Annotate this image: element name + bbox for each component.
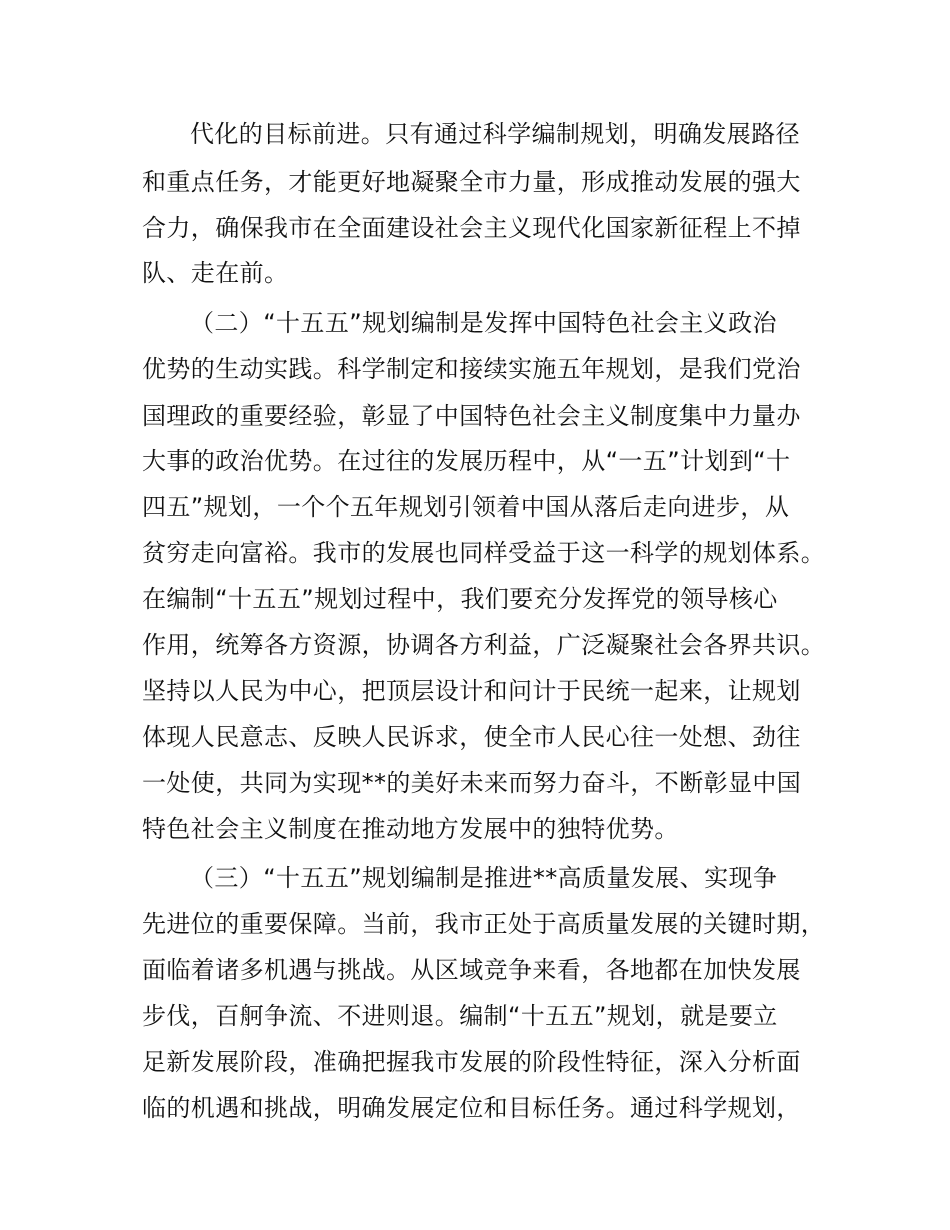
text-line: 先进位的重要保障。当前，我市正处于高质量发展的关键时期，: [142, 910, 826, 938]
text-line: 临的机遇和挑战，明确发展定位和目标任务。通过科学规划，: [142, 1094, 801, 1122]
text-line: 作用，统筹各方资源，协调各方利益，广泛凝聚社会各界共识。: [142, 631, 826, 659]
text-line: 和重点任务，才能更好地凝聚全市力量，形成推动发展的强大: [142, 168, 801, 196]
text-line: 步伐，百舸争流、不进则退。编制“十五五”规划，就是要立: [142, 1002, 778, 1030]
text-line: 面临着诸多机遇与挑战。从区域竞争来看，各地都在加快发展: [142, 956, 801, 984]
text-line: 国理政的重要经验，彰显了中国特色社会主义制度集中力量办: [142, 402, 801, 430]
paragraph-heading-three: （三）“十五五”规划编制是推进**高质量发展、实现争: [190, 864, 778, 892]
text-line: 体现人民意志、反映人民诉求，使全市人民心往一处想、劲往: [142, 723, 801, 751]
text-line: 坚持以人民为中心，把顶层设计和问计于民统一起来，让规划: [142, 677, 801, 705]
text-line: 大事的政治优势。在过往的发展历程中，从“一五”计划到“十: [142, 447, 791, 475]
text-line: 在编制“十五五”规划过程中，我们要充分发挥党的领导核心: [142, 585, 778, 613]
text-line: 特色社会主义制度在推动地方发展中的独特优势。: [142, 815, 679, 843]
text-line: 优势的生动实践。科学制定和接续实施五年规划，是我们党治: [142, 355, 801, 383]
text-line: 队、走在前。: [142, 259, 289, 287]
text-line: 足新发展阶段，准确把握我市发展的阶段性特征，深入分析面: [142, 1048, 801, 1076]
text-line: 四五”规划，一个个五年规划引领着中国从落后走向进步，从: [142, 493, 790, 521]
text-line: 一处使，共同为实现**的美好未来而努力奋斗，不断彰显中国: [142, 769, 802, 797]
text-line: 贫穷走向富裕。我市的发展也同样受益于这一科学的规划体系。: [142, 539, 826, 567]
paragraph-heading-two: （二）“十五五”规划编制是发挥中国特色社会主义政治: [190, 309, 777, 337]
text-line: 合力，确保我市在全面建设社会主义现代化国家新征程上不掉: [142, 214, 801, 242]
text-line: 代化的目标前进。只有通过科学编制规划，明确发展路径: [190, 120, 800, 148]
